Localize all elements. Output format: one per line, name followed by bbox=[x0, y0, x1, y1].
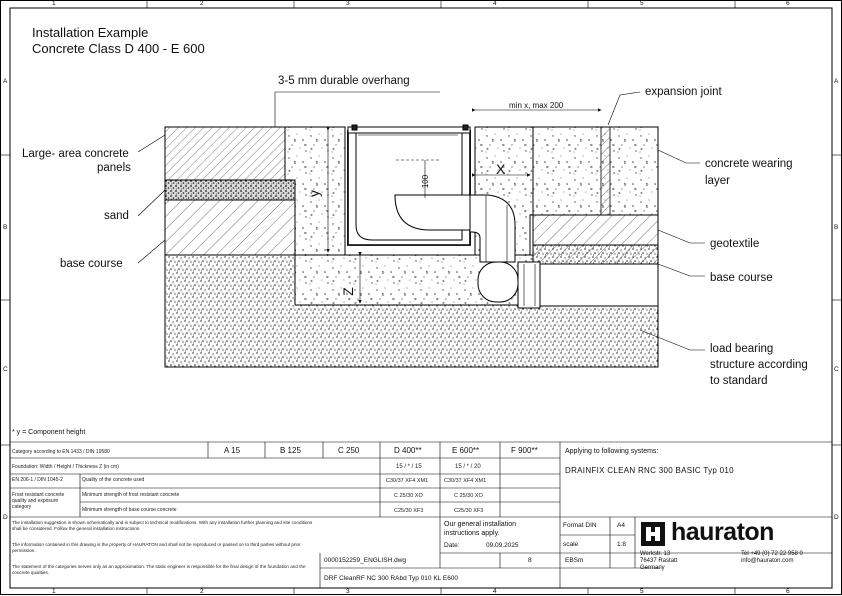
label-base-course-right: base course bbox=[710, 272, 773, 284]
col-number: 5 bbox=[640, 0, 644, 7]
general-instructions-2: instructions apply. bbox=[444, 530, 500, 537]
drawing-subtitle: Concrete Class D 400 - E 600 bbox=[32, 41, 205, 56]
exposure-e: C25/30 XF3 bbox=[454, 508, 484, 514]
revision: 8 bbox=[528, 557, 532, 564]
class-d400: D 400** bbox=[394, 446, 422, 455]
sand-layer bbox=[165, 180, 295, 200]
label-base-course-left: base course bbox=[60, 258, 123, 270]
document-number: 0000152259_ENGLISH.dwg bbox=[324, 557, 407, 564]
row-letter: C bbox=[3, 366, 8, 373]
label-sand: sand bbox=[104, 210, 129, 222]
class-e600: E 600** bbox=[452, 446, 480, 455]
applying-label: Applying to following systems: bbox=[565, 448, 659, 455]
notes-block-2: The information contained in this drawing is the property of HAURATON and shall not be reproduced or passed on to third parties without prior permission. bbox=[12, 542, 301, 553]
label-min-x: min x, max 200 bbox=[509, 101, 564, 110]
col-number: 1 bbox=[52, 588, 56, 595]
address-line-2: 76437 Rastatt bbox=[640, 558, 678, 564]
channel-grate bbox=[348, 127, 470, 133]
class-c250: C 250 bbox=[338, 446, 360, 455]
label-load-3: to standard bbox=[710, 375, 768, 387]
col-number: 5 bbox=[640, 588, 644, 595]
exposure-d: C 25/30 XO bbox=[394, 493, 423, 499]
brand-name: hauraton bbox=[671, 518, 774, 546]
label-panels: Large- area concrete bbox=[22, 148, 129, 160]
drawing-name: DRF CleanRF NC 300 RAbd Typ 010 KL E600 bbox=[324, 575, 459, 582]
exposure-row-label: Minimum strength of frost resistant concrete bbox=[82, 492, 180, 498]
author: EBSm bbox=[565, 557, 584, 564]
row-letter: B bbox=[3, 224, 8, 231]
label-expansion-joint: expansion joint bbox=[645, 86, 722, 98]
en-label: EN 206-1 / DIN 1045-2 bbox=[12, 477, 63, 483]
foundation-e: 15 / * / 20 bbox=[455, 464, 481, 470]
exposure-group-label: Frost resistant concrete quality and exposure category bbox=[12, 492, 65, 510]
base-course-right bbox=[533, 215, 658, 265]
foundation-label: Foundation: Width / Height / Thickness Z (in cm) bbox=[12, 464, 119, 470]
col-number: 3 bbox=[346, 0, 350, 7]
row-letter: A bbox=[834, 78, 839, 85]
label-panels-2: panels bbox=[97, 162, 131, 174]
hauraton-logo-mark bbox=[641, 522, 665, 546]
date-value: 09.09.2025 bbox=[486, 542, 519, 549]
col-number: 3 bbox=[346, 588, 350, 595]
concrete-wearing-layer bbox=[533, 127, 658, 215]
class-a15: A 15 bbox=[224, 446, 241, 455]
col-number: 2 bbox=[200, 0, 204, 7]
general-instructions-1: Our general installation bbox=[444, 521, 516, 528]
label-x: X bbox=[496, 161, 506, 177]
label-load-2: structure according bbox=[710, 359, 808, 371]
phone: Tel +49 (0) 72 22 958 0 bbox=[741, 551, 803, 557]
class-f900: F 900** bbox=[511, 446, 538, 455]
system-name: DRAINFIX CLEAN RNC 300 BASIC Typ 010 bbox=[565, 466, 734, 475]
date-label: Date: bbox=[444, 542, 460, 549]
col-number: 1 bbox=[52, 0, 56, 7]
exposure-row-label: Minimum strength of base course concrete bbox=[82, 507, 177, 513]
row-letter: D bbox=[3, 514, 8, 521]
exposure-d: C25/30 XF3 bbox=[394, 508, 424, 514]
col-number: 2 bbox=[200, 588, 204, 595]
col-number: 4 bbox=[493, 0, 497, 7]
col-number: 6 bbox=[786, 0, 790, 7]
label-overhang: 3-5 mm durable overhang bbox=[278, 75, 410, 87]
class-b125: B 125 bbox=[280, 446, 301, 455]
address-line-1: Werkstr. 13 bbox=[640, 551, 671, 557]
notes-block-3: The statement of the categories serves only as an approximation. The static engineer is responsible for the final design of the foundation and the concrete qualities. bbox=[12, 564, 306, 575]
foundation-d: 15 / * / 15 bbox=[396, 464, 422, 470]
notes-block-1: The installation suggestion is shown schematically and is subject to technical modifications. With any installation further planning and site conditions shall be considered. Follow the general installation instructions. bbox=[12, 520, 313, 531]
format-value: A4 bbox=[617, 522, 625, 529]
drawing-title: Installation Example bbox=[32, 25, 149, 40]
base-course-left bbox=[165, 200, 295, 255]
label-z: Z bbox=[339, 287, 356, 296]
label-100: 100 bbox=[421, 174, 431, 189]
expansion-joint bbox=[601, 127, 610, 215]
exposure-e: C 25/30 XO bbox=[454, 493, 483, 499]
col-number: 6 bbox=[786, 588, 790, 595]
exposure-d: C30/37 XF4 XM1 bbox=[386, 478, 429, 484]
row-letter: B bbox=[834, 224, 839, 231]
col-number: 4 bbox=[493, 588, 497, 595]
exposure-row-label: Quality of the concrete used bbox=[82, 477, 145, 483]
row-letter: A bbox=[3, 78, 8, 85]
address-line-3: Germany bbox=[640, 565, 665, 571]
label-wearing-2: layer bbox=[705, 175, 730, 187]
scale-label: scale bbox=[563, 541, 579, 548]
cross-section bbox=[165, 125, 658, 367]
row-letter: D bbox=[834, 514, 839, 521]
label-geotextile: geotextile bbox=[710, 238, 760, 250]
format-label: Format DIN bbox=[563, 522, 597, 529]
label-wearing: concrete wearing bbox=[705, 158, 793, 170]
scale-value: 1:8 bbox=[617, 541, 627, 548]
exposure-e: C30/37 XF4 XM1 bbox=[444, 478, 487, 484]
footnote: * y = Component height bbox=[12, 429, 86, 436]
label-y: y bbox=[306, 190, 322, 197]
row-letter: C bbox=[834, 366, 839, 373]
label-load-1: load bearing bbox=[710, 343, 774, 355]
category-label: Category according to EN 1433 / DIN 19580 bbox=[12, 449, 110, 455]
concrete-panels bbox=[165, 127, 285, 180]
email: info@hauraton.com bbox=[741, 558, 794, 564]
